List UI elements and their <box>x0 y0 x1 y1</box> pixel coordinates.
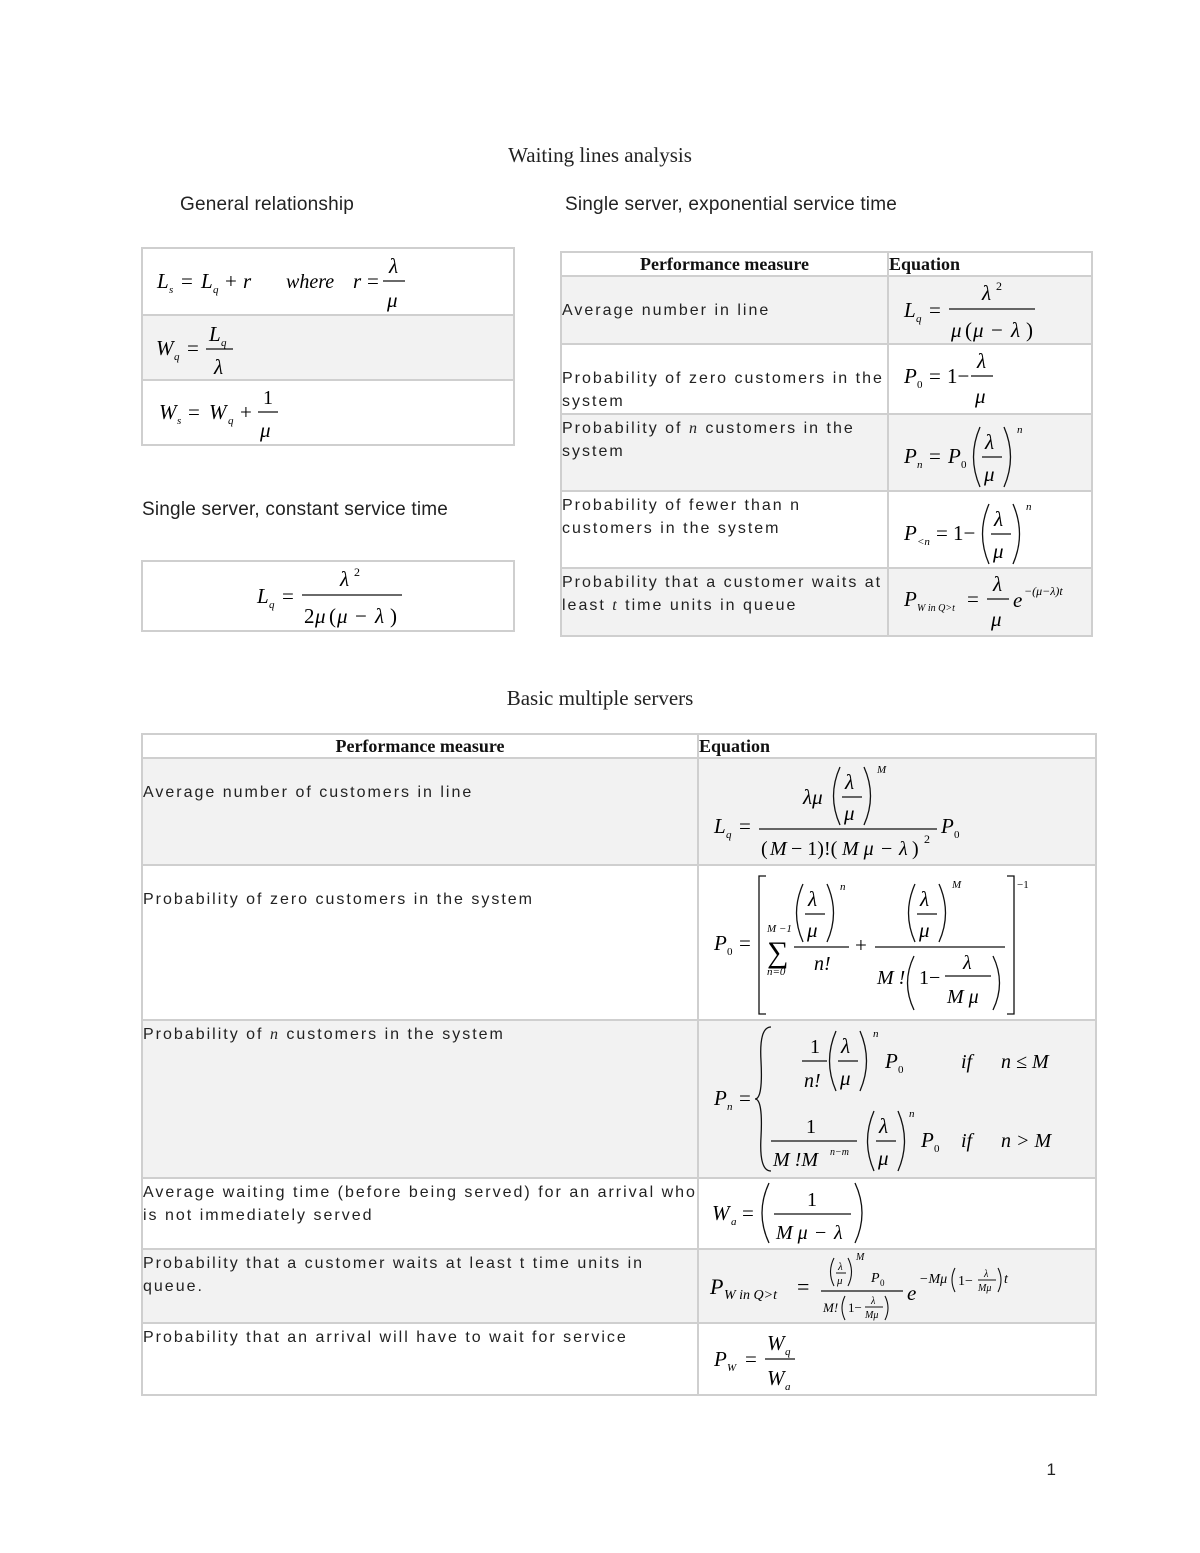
measure-cell: Probability of zero customers in the system <box>561 344 888 414</box>
svg-text:λ: λ <box>984 1269 989 1280</box>
svg-text:M!: M! <box>823 1300 839 1315</box>
table-row <box>142 1323 1096 1395</box>
svg-text:μ: μ <box>387 288 398 312</box>
svg-text:q: q <box>726 829 732 841</box>
svg-text:M μ: M μ <box>842 838 874 860</box>
equation-cell <box>698 1249 1096 1323</box>
measure-cell: Average number in line <box>561 276 888 344</box>
svg-text:t: t <box>1004 1272 1008 1287</box>
table-row <box>142 1178 1096 1249</box>
svg-text:λμ: λμ <box>803 785 823 809</box>
equation-cell <box>888 344 1092 414</box>
svg-text:n=0: n=0 <box>767 966 786 978</box>
svg-text:P: P <box>904 364 917 388</box>
table-row <box>561 491 1092 568</box>
svg-text:W: W <box>727 1362 737 1374</box>
svg-text:L: L <box>157 269 169 293</box>
formula-exp-pwq <box>889 569 1089 635</box>
measure-cell: Average waiting time (before being served) for an arrival who is not immediately served <box>142 1178 698 1249</box>
formula-ws <box>143 381 513 444</box>
svg-text:1: 1 <box>810 1036 820 1058</box>
svg-text:P: P <box>948 444 961 468</box>
svg-text:L: L <box>209 322 221 346</box>
svg-text:M: M <box>952 879 962 891</box>
svg-text:μ: μ <box>993 539 1004 563</box>
svg-text:P: P <box>871 1271 880 1286</box>
table-row <box>561 568 1092 636</box>
svg-text:q: q <box>269 599 275 611</box>
svg-text:): ) <box>390 604 397 628</box>
equation-cell <box>698 1323 1096 1395</box>
svg-text:(: ( <box>329 604 336 628</box>
svg-text:P: P <box>904 587 917 611</box>
svg-text:M: M <box>877 764 887 776</box>
svg-text:1−: 1− <box>953 521 976 545</box>
page-number: 1 <box>1046 1460 1056 1479</box>
general-relationship-heading: General relationship <box>180 194 355 215</box>
formula-multi-p0 <box>699 866 1093 1019</box>
svg-text:q: q <box>916 313 922 325</box>
multiple-servers-table <box>141 733 1097 1396</box>
formula-multi-pn <box>699 1021 1093 1177</box>
svg-text:M μ: M μ <box>947 986 979 1008</box>
svg-text:): ) <box>912 838 919 860</box>
svg-text:μ: μ <box>878 1146 889 1170</box>
svg-text:=: = <box>367 269 379 293</box>
svg-text:λ: λ <box>375 604 385 628</box>
svg-text:1−: 1− <box>958 1274 973 1289</box>
svg-text:μ: μ <box>919 918 930 942</box>
svg-text:s: s <box>177 415 182 427</box>
svg-text:L: L <box>714 814 726 838</box>
table-row <box>561 344 1092 414</box>
formula-ws-svg <box>143 381 513 444</box>
svg-text:2: 2 <box>924 832 930 846</box>
svg-text:−: − <box>881 838 893 860</box>
table-row <box>142 865 1096 1020</box>
svg-text:n: n <box>873 1028 879 1040</box>
measure-cell: Probability of n customers in the system <box>561 414 888 491</box>
svg-text:μ: μ <box>337 604 348 628</box>
svg-text:L: L <box>257 584 269 608</box>
svg-text:0: 0 <box>917 379 923 391</box>
svg-text:where: where <box>286 271 335 293</box>
svg-text:μ: μ <box>840 1066 851 1090</box>
exponential-heading: Single server, exponential service time <box>565 194 898 215</box>
equation-cell <box>698 758 1096 865</box>
measure-cell: Probability of zero customers in the system <box>142 865 698 1020</box>
svg-text:λ: λ <box>985 430 995 454</box>
svg-text:1: 1 <box>807 1189 817 1211</box>
svg-text:λ: λ <box>841 1034 851 1058</box>
svg-text:λ: λ <box>994 507 1004 531</box>
table-row <box>561 276 1092 344</box>
table-row <box>142 1020 1096 1178</box>
svg-text:<n: <n <box>917 536 930 548</box>
svg-text:M: M <box>770 838 787 860</box>
table-row <box>142 758 1096 865</box>
svg-text:μ: μ <box>973 318 984 342</box>
svg-text:−: − <box>355 604 367 628</box>
svg-text:W: W <box>209 400 227 424</box>
svg-text:n: n <box>727 1101 733 1113</box>
multiple-servers-heading: Basic multiple servers <box>506 686 694 710</box>
svg-text:1−: 1− <box>919 967 941 989</box>
svg-text:=: = <box>282 584 294 608</box>
svg-text:2: 2 <box>996 279 1002 293</box>
svg-text:∑: ∑ <box>767 936 789 969</box>
svg-text:M !: M ! <box>877 967 906 989</box>
svg-text:=: = <box>797 1274 810 1299</box>
svg-text:1−: 1− <box>947 364 970 388</box>
svg-text:λ: λ <box>899 838 908 860</box>
measure-cell: Probability of n customers in the system <box>142 1020 698 1178</box>
svg-text:λ: λ <box>879 1114 889 1138</box>
svg-text:1−: 1− <box>848 1300 862 1315</box>
svg-text:=: = <box>929 444 941 468</box>
svg-text:λ: λ <box>340 567 350 591</box>
svg-text:μ: μ <box>315 604 326 628</box>
svg-text:n−m: n−m <box>830 1147 849 1158</box>
svg-text:=: = <box>181 269 193 293</box>
formula-exp-pn <box>889 415 1089 490</box>
formula-constant-lq <box>143 562 513 630</box>
column-header-measure: Performance measure <box>142 734 698 758</box>
svg-text:λ: λ <box>838 1261 843 1273</box>
formula-multi-pwq <box>699 1250 1093 1322</box>
svg-text:−1: −1 <box>1017 879 1029 891</box>
svg-text:P: P <box>714 1347 727 1371</box>
svg-text:M −1: M −1 <box>767 923 792 935</box>
svg-text:λ: λ <box>214 355 224 379</box>
svg-text:P: P <box>714 931 727 955</box>
svg-text:e: e <box>1013 588 1023 612</box>
svg-text:λ: λ <box>1011 318 1021 342</box>
measure-cell: Probability that a customer waits at least t time units in queue. <box>142 1249 698 1323</box>
svg-text:μ: μ <box>837 1275 843 1287</box>
svg-text:W: W <box>159 400 177 424</box>
svg-text:−(μ−λ)t: −(μ−λ)t <box>1024 584 1063 598</box>
svg-text:Mμ: Mμ <box>865 1310 879 1321</box>
svg-text:μ: μ <box>991 607 1002 631</box>
svg-text:e: e <box>907 1281 917 1305</box>
svg-text:λ: λ <box>977 349 987 373</box>
svg-text:W: W <box>712 1201 730 1225</box>
formula-multi-pw <box>699 1324 1093 1394</box>
svg-text:if: if <box>961 1130 973 1152</box>
svg-text:P: P <box>714 1086 727 1110</box>
svg-text:=: = <box>188 400 200 424</box>
svg-text:0: 0 <box>954 829 960 841</box>
formula-exp-lq <box>889 277 1089 343</box>
svg-text:0: 0 <box>934 1143 940 1155</box>
svg-text:λ: λ <box>963 952 972 974</box>
svg-text:λ: λ <box>871 1296 876 1307</box>
formula-multi-wa <box>699 1179 1093 1248</box>
svg-text:r: r <box>353 269 362 293</box>
svg-text:μ: μ <box>844 801 855 825</box>
equation-cell <box>888 276 1092 344</box>
svg-text:P: P <box>904 521 917 545</box>
formula-wq-svg <box>143 316 513 379</box>
svg-text:−: − <box>991 318 1003 342</box>
svg-text:n: n <box>917 459 923 471</box>
svg-text:λ: λ <box>389 254 399 278</box>
table-row <box>142 1249 1096 1323</box>
svg-text:a: a <box>785 1381 791 1393</box>
svg-text:0: 0 <box>727 946 733 958</box>
measure-cell: Probability that an arrival will have to wait for service <box>142 1323 698 1395</box>
svg-text:=: = <box>929 298 941 322</box>
svg-text:+: + <box>855 933 867 957</box>
svg-text:=: = <box>739 931 751 955</box>
svg-text:n ≤ M: n ≤ M <box>1001 1051 1049 1073</box>
svg-text:M: M <box>856 1252 865 1263</box>
svg-text:n: n <box>840 881 846 893</box>
exponential-header-row <box>561 252 1092 276</box>
page-title: Waiting lines analysis <box>508 143 692 167</box>
svg-text:q: q <box>228 415 234 427</box>
constant-service-box <box>141 560 515 632</box>
constant-heading: Single server, constant service time <box>142 499 449 520</box>
svg-text:q: q <box>213 284 219 296</box>
svg-text:λ: λ <box>920 887 930 911</box>
svg-text:a: a <box>731 1216 737 1228</box>
svg-text:s: s <box>169 284 174 296</box>
svg-text:W in Q>t: W in Q>t <box>724 1288 777 1303</box>
svg-text:−Mμ: −Mμ <box>919 1272 948 1287</box>
measure-cell: Average number of customers in line <box>142 758 698 865</box>
svg-text:L: L <box>201 269 213 293</box>
svg-text:=: = <box>967 587 979 611</box>
svg-text:P: P <box>921 1128 934 1152</box>
svg-text:μ: μ <box>951 318 962 342</box>
svg-text:r: r <box>243 269 252 293</box>
svg-text:=: = <box>742 1201 754 1225</box>
svg-text:λ: λ <box>834 1222 843 1244</box>
svg-text:q: q <box>221 337 227 349</box>
svg-text:(: ( <box>761 838 768 860</box>
equation-cell <box>888 414 1092 491</box>
svg-text:q: q <box>785 1346 791 1358</box>
formula-ls <box>143 249 513 316</box>
svg-text:M μ: M μ <box>776 1222 808 1244</box>
svg-text:n: n <box>1017 424 1023 436</box>
multiple-header-row <box>142 734 1096 758</box>
svg-text:λ: λ <box>845 770 855 794</box>
svg-text:n: n <box>1026 501 1032 513</box>
equation-cell <box>698 865 1096 1020</box>
exponential-table <box>560 251 1093 637</box>
svg-text:W in Q>t: W in Q>t <box>917 603 955 614</box>
svg-text:if: if <box>961 1051 973 1073</box>
equation-cell <box>888 491 1092 568</box>
svg-text:n: n <box>909 1108 915 1120</box>
formula-exp-p0 <box>889 345 1089 411</box>
measure-cell: Probability that a customer waits at least t time units in queue <box>561 568 888 636</box>
equation-cell <box>888 568 1092 636</box>
svg-text:): ) <box>1026 318 1033 342</box>
svg-text:W: W <box>156 336 174 360</box>
svg-text:=: = <box>187 336 199 360</box>
svg-text:+: + <box>240 400 252 424</box>
svg-text:P: P <box>904 444 917 468</box>
svg-text:− 1)!(: − 1)!( <box>791 838 838 860</box>
formula-multi-lq <box>699 759 1093 864</box>
svg-text:L: L <box>904 298 916 322</box>
svg-text:(: ( <box>965 318 972 342</box>
svg-text:0: 0 <box>898 1064 904 1076</box>
svg-text:λ: λ <box>808 887 818 911</box>
svg-text:=: = <box>739 814 751 838</box>
svg-text:λ: λ <box>993 572 1003 596</box>
equation-cell <box>698 1020 1096 1178</box>
svg-text:P: P <box>885 1049 898 1073</box>
svg-text:μ: μ <box>807 918 818 942</box>
svg-text:P: P <box>941 814 954 838</box>
svg-text:P: P <box>710 1274 724 1299</box>
svg-text:0: 0 <box>961 459 967 471</box>
general-relationship-box <box>141 247 515 446</box>
column-header-equation: Equation <box>888 252 1092 276</box>
table-row <box>561 414 1092 491</box>
formula-ls-svg <box>143 249 513 314</box>
svg-text:2: 2 <box>354 565 360 579</box>
svg-text:0: 0 <box>880 1278 885 1288</box>
svg-text:Mμ: Mμ <box>978 1283 992 1294</box>
svg-text:W: W <box>767 1366 785 1390</box>
column-header-measure: Performance measure <box>561 252 888 276</box>
svg-text:n > M: n > M <box>1001 1130 1052 1152</box>
equation-cell <box>698 1178 1096 1249</box>
svg-text:1: 1 <box>806 1116 816 1138</box>
svg-text:+: + <box>225 269 237 293</box>
column-header-equation: Equation <box>698 734 1096 758</box>
svg-text:2: 2 <box>304 604 315 628</box>
formula-exp-pltn <box>889 492 1089 567</box>
svg-text:=: = <box>936 521 948 545</box>
formula-wq <box>143 316 513 381</box>
svg-text:W: W <box>767 1331 785 1355</box>
svg-text:n!: n! <box>814 953 831 975</box>
svg-text:λ: λ <box>982 281 992 305</box>
svg-text:−: − <box>815 1222 827 1244</box>
svg-text:n!: n! <box>804 1070 821 1092</box>
svg-text:μ: μ <box>260 418 271 442</box>
svg-text:=: = <box>745 1347 757 1371</box>
svg-text:q: q <box>174 351 180 363</box>
svg-text:μ: μ <box>975 384 986 408</box>
measure-cell: Probability of fewer than n customers in the system <box>561 491 888 568</box>
svg-text:=: = <box>929 364 941 388</box>
svg-text:M !M: M !M <box>773 1149 818 1171</box>
svg-text:μ: μ <box>984 462 995 486</box>
svg-text:=: = <box>739 1086 751 1110</box>
svg-text:1: 1 <box>263 387 273 409</box>
